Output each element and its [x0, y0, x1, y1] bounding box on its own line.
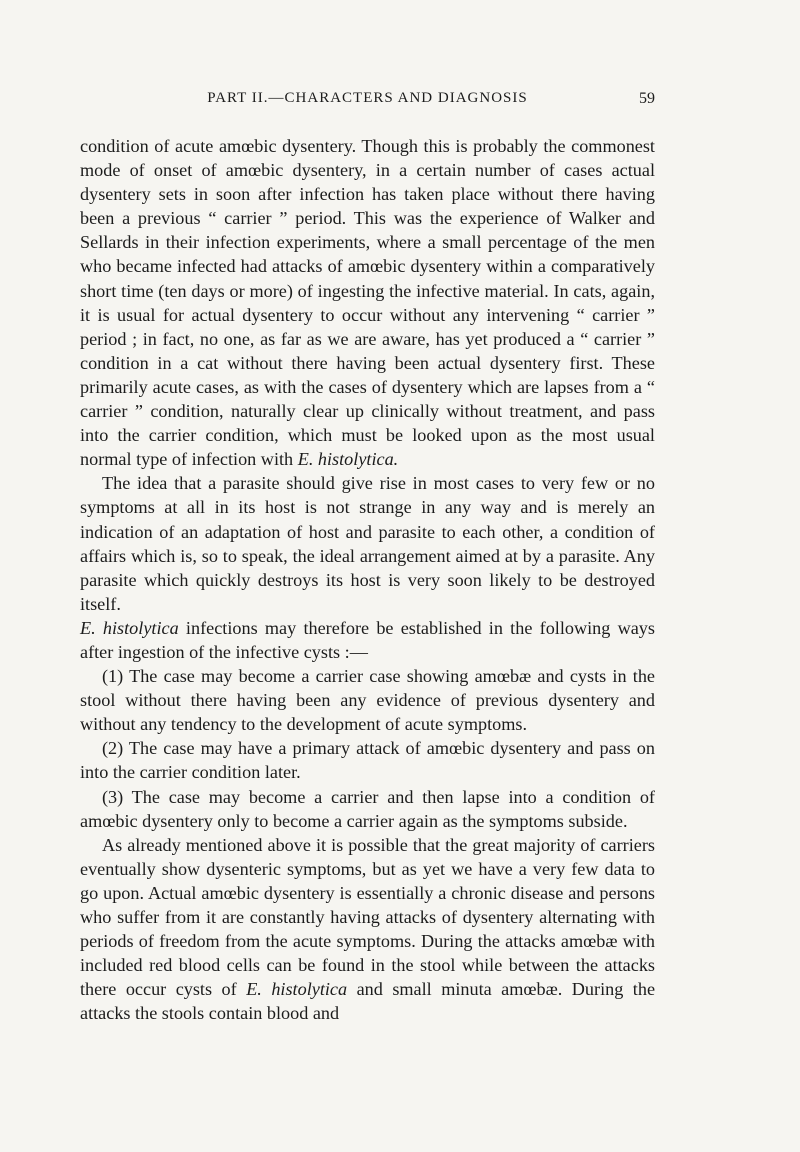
paragraph	[80, 833, 655, 1026]
paragraph	[80, 616, 655, 664]
list-item: (1) The case may become a carrier case showing amœbæ and cysts in the stool without there having been any evidence of previous dysentery and without any tendency to the development of acute symptoms.	[80, 666, 655, 735]
paragraph-continued	[80, 134, 655, 471]
list-item: (2) The case may have a primary attack of amœbic dysentery and pass on into the carrier condition later.	[80, 738, 655, 783]
page-header	[80, 90, 655, 114]
list-item: (3) The case may become a carrier and then lapse into a condition of amœbic dysentery only to become a carrier again as the symptoms subside.	[80, 786, 655, 831]
species-name: E. histolytica	[246, 979, 348, 1000]
body-text	[80, 134, 655, 1025]
paragraph-text: infections may therefore be established in the following ways after ingestion of the infective cysts :—	[80, 617, 655, 662]
paragraph: The idea that a parasite should give rise in most cases to very few or no symptoms at all in its host is not strange in any way and is merely an indication of an adaptation of host and parasite to each other, a condition of affairs which is, so to speak, the ideal arrangement aimed at by a parasite. Any parasite which quickly destroys its host is very soon likely to be destroyed itself.	[80, 473, 655, 614]
species-name: E. histolytica.	[297, 449, 399, 470]
paragraph-text: and small minuta amœbæ. During the attacks the stools contain blood and	[80, 979, 656, 1024]
running-head: PART II.—CHARACTERS AND DIAGNOSIS	[207, 90, 528, 106]
paragraph-text: condition of acute amœbic dysentery. Though this is probably the commonest mode of onset of amœbic dysentery, in a certain number of cases actual dysentery sets in soon after infection has taken place without there having been a previous “ carrier ” period. This was the experience of Walker and Sellards in their infection experiments, where a small percentage of the men who became infected had attacks of amœbic dysentery within a comparatively short time (ten days or more) of ingesting the infective material. In cats, again, it is usual for actual dysentery to occur without any intervening “ carrier ” period ; in fact, no one, as far as we are aware, has yet produced a “ carrier ” condition in a cat without there having been actual dysentery first. These primarily acute cases, as with the cases of dysentery which are lapses from a “ carrier ” condition, naturally clear up clinically without treatment, and pass into the carrier condition, which must be looked upon as the most usual normal type of infection with	[80, 136, 655, 470]
paragraph-text: As already mentioned above it is possible that the great majority of carriers eventually show dysenteric symptoms, but as yet we have a very few data to go upon. Actual amœbic dysentery is essentially a chronic disease and persons who suffer from it are constantly having attacks of dysentery alternating with periods of freedom from the acute symptoms. During the attacks amœbæ with included red blood cells can be found in the stool while between the attacks there occur cysts of	[80, 834, 655, 1000]
species-name: E. histolytica	[80, 617, 179, 638]
page-number: 59	[639, 90, 655, 107]
